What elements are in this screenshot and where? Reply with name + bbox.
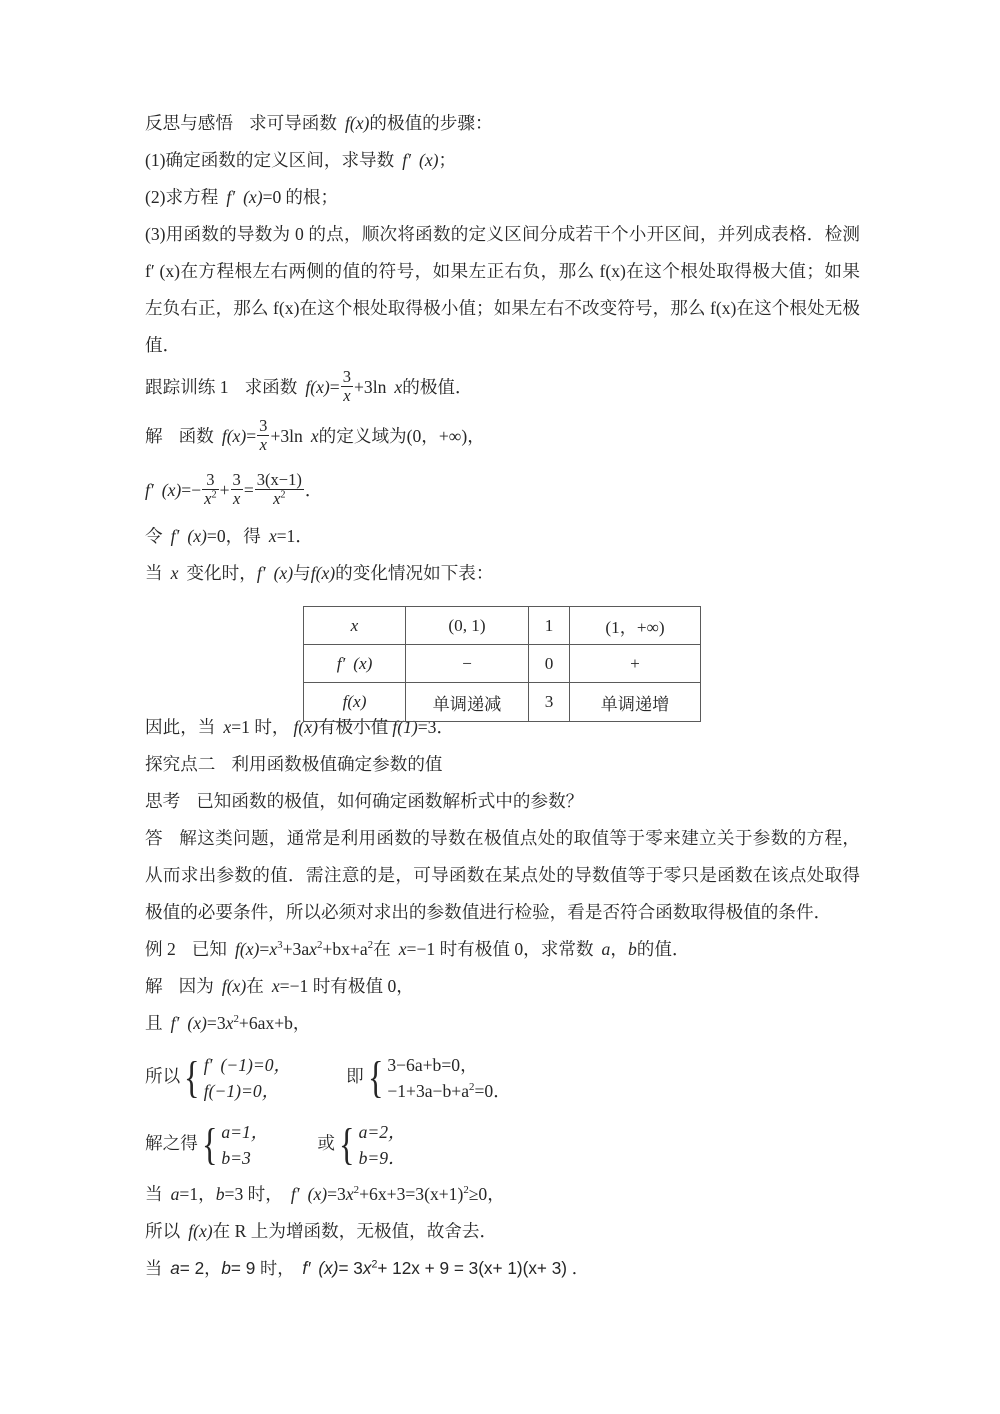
example2-answer-systems bbox=[145, 1110, 860, 1176]
reflection-step-3: (3)用函数的导数为 0 的点，顺次将函数的定义区间分成若干个小开区间，并列成表格．检测 f′ (x)在方程根左右两侧的值的符号，如果左正右负，那么 f(x)在这个根处取得极大值；如果左负右正，那么 f(x)在这个根处取得极小值；如果左右不改变符号，那么 f(x)在这个根处无极值． bbox=[145, 224, 860, 355]
ex2-b: b bbox=[627, 939, 637, 959]
row0-cell-1: 0 bbox=[529, 645, 570, 683]
step2-arg: (x) bbox=[243, 187, 263, 207]
ex2-tail: 的值． bbox=[636, 939, 690, 959]
think-label: 思考 bbox=[145, 791, 181, 811]
answer-label: 答 bbox=[145, 828, 163, 848]
reflection-intro-a: 求可导函数 bbox=[248, 113, 337, 133]
explore-answer bbox=[145, 820, 860, 931]
solution1-suffix: 的定义域为(0，+∞)， bbox=[318, 426, 485, 446]
case2-b: = 2， bbox=[179, 1258, 222, 1278]
table-row-header bbox=[304, 607, 701, 645]
concl-a: 因此，当 bbox=[145, 717, 216, 737]
ex2-sol-a: 因为 bbox=[178, 976, 214, 996]
ex2-solve-label: 解之得 bbox=[145, 1133, 198, 1153]
case2-e1: 2 bbox=[371, 1258, 378, 1271]
step2-eq: =0 bbox=[262, 187, 282, 207]
let-val: =1． bbox=[276, 526, 313, 546]
solution1-fraction bbox=[257, 417, 269, 453]
deriv-t2-den: x bbox=[233, 488, 241, 508]
sys2-row1: 3−6a+b=0， bbox=[387, 1054, 478, 1075]
ex2-and-exp: 2 bbox=[233, 1013, 239, 1026]
deriv-period: ． bbox=[304, 480, 323, 500]
ex2-exp2b: 2 bbox=[367, 939, 374, 952]
when-c: 与 bbox=[293, 563, 311, 583]
ex2-and-eq: =3 bbox=[206, 1013, 226, 1033]
tracking-fraction bbox=[341, 368, 353, 404]
case2-x1: x bbox=[362, 1258, 372, 1278]
sys1-row2 bbox=[204, 1078, 291, 1104]
ex2-and-tail: +6ax+b， bbox=[238, 1013, 311, 1033]
case1-bv: b bbox=[215, 1184, 225, 1204]
row1-label-sym: f(x) bbox=[342, 692, 367, 711]
explore-think-line bbox=[145, 783, 860, 820]
header-cell-interval-2: (1，+∞) bbox=[570, 607, 701, 645]
ex2-sol-label: 解 bbox=[145, 976, 163, 996]
reflection-label: 反思与感悟 bbox=[145, 113, 233, 133]
header-cell-x bbox=[304, 607, 406, 645]
step1-num: (1) bbox=[145, 150, 166, 170]
concl-b: =1 时， bbox=[231, 717, 290, 737]
step2-num: (2) bbox=[145, 187, 166, 207]
deriv-term3 bbox=[255, 471, 304, 507]
sys4-row2-text: b=9． bbox=[358, 1147, 406, 1168]
explore-heading-title: 利用函数极值确定参数的值 bbox=[231, 754, 443, 774]
table-row-function bbox=[304, 683, 701, 722]
ex2-sol-b: 在 bbox=[246, 976, 264, 996]
ex2-and-label: 且 bbox=[145, 1013, 163, 1033]
explore-heading-label: 探究点二 bbox=[145, 754, 216, 774]
case2-eq: = 3 bbox=[338, 1258, 363, 1278]
ex2-xvar: x bbox=[398, 939, 407, 959]
ex2-x2: x bbox=[309, 939, 317, 959]
sys1-row1 bbox=[204, 1052, 291, 1078]
system-1 bbox=[181, 1052, 291, 1105]
tracking-frac-den: x bbox=[343, 385, 351, 405]
ex2-a: a bbox=[601, 939, 611, 959]
tracking-eq: = bbox=[329, 377, 340, 397]
case1-e1: 2 bbox=[353, 1184, 360, 1197]
tracking-line bbox=[145, 364, 860, 410]
ex2-ie-label: 即 bbox=[346, 1066, 364, 1086]
when-a: 当 bbox=[145, 563, 163, 583]
deriv-term2 bbox=[231, 471, 243, 507]
ex2-exp3: 3 bbox=[277, 939, 283, 952]
solution1-frac-num: 3 bbox=[259, 416, 268, 436]
case1-c: =3 时， bbox=[224, 1184, 283, 1204]
sys3-row1-text: a=1， bbox=[221, 1121, 269, 1142]
tracking-prompt: 求函数 bbox=[244, 377, 298, 397]
system-2 bbox=[365, 1052, 511, 1105]
solution1-label: 解 bbox=[145, 426, 163, 446]
when-b: 变化时， bbox=[186, 563, 257, 583]
sys1-row2-text: f(−1)=0， bbox=[203, 1080, 280, 1101]
row-label-fprime bbox=[304, 645, 406, 683]
case1-mid: +6x+3=3(x+1) bbox=[359, 1184, 464, 1204]
brace-left-4: { bbox=[339, 1119, 355, 1170]
ex2-p1: +3a bbox=[282, 939, 310, 959]
concl-c: 有极小值 bbox=[317, 717, 389, 737]
sys4-row1 bbox=[359, 1119, 406, 1145]
ex2-eq: = bbox=[259, 939, 270, 959]
let-a: 令 bbox=[145, 526, 163, 546]
sys1-row1-rest: (−1)=0， bbox=[220, 1054, 292, 1075]
sys4-row1-text: a=2， bbox=[358, 1121, 406, 1142]
ex2-and-arg: (x) bbox=[187, 1013, 207, 1033]
ex2-sol-fx: f(x) bbox=[221, 976, 247, 996]
check-case1 bbox=[145, 1176, 860, 1213]
brace-left-3: { bbox=[201, 1119, 218, 1170]
ex2-p2: +bx+a bbox=[322, 939, 368, 959]
deriv-t3-num: 3(x−1) bbox=[256, 470, 302, 490]
case1-concl-fx: f(x) bbox=[188, 1221, 213, 1241]
ex2-given: 已知 bbox=[191, 939, 227, 959]
case2-arg: (x) bbox=[318, 1258, 339, 1278]
step1-arg: (x) bbox=[419, 150, 439, 170]
deriv-lhs-arg: (x) bbox=[161, 480, 182, 500]
case2-av: a bbox=[170, 1258, 180, 1278]
when-x: x bbox=[170, 563, 179, 583]
row-label-f bbox=[304, 683, 406, 722]
solution1-line1 bbox=[145, 410, 860, 462]
sys3-row1 bbox=[221, 1119, 268, 1145]
row1-cell-2: 单调递增 bbox=[570, 683, 701, 722]
sys1-row1-sym: f′ bbox=[203, 1054, 213, 1075]
ex2-and-sym: f′ bbox=[170, 1013, 180, 1033]
row0-cell-0: − bbox=[406, 645, 529, 683]
concl-x: x bbox=[223, 717, 232, 737]
variation-table-wrapper bbox=[303, 606, 701, 722]
deriv-t3-den-base: x bbox=[273, 488, 281, 508]
sys2-row2 bbox=[387, 1078, 510, 1104]
example2-solution-line bbox=[145, 968, 860, 1005]
when-arg: (x) bbox=[273, 563, 294, 583]
case1-eq: =3 bbox=[327, 1184, 346, 1204]
let-sym: f′ bbox=[170, 526, 180, 546]
deriv-lhs-sym: f′ bbox=[145, 480, 154, 500]
reflection-intro-b: 的极值的步骤： bbox=[369, 113, 493, 133]
explore-heading bbox=[145, 746, 860, 783]
check-case2 bbox=[145, 1250, 860, 1287]
solution1-line1-a: 函数 bbox=[178, 426, 214, 446]
sys4-row2 bbox=[359, 1145, 406, 1171]
reflection-fx: f(x) bbox=[344, 113, 370, 133]
ex2-fx: f(x) bbox=[235, 939, 260, 959]
sys2-row2-b: =0． bbox=[474, 1080, 511, 1101]
ex2-at: 在 bbox=[373, 939, 391, 959]
system-4 bbox=[336, 1119, 406, 1172]
let-x: x bbox=[268, 526, 277, 546]
deriv-eq1: =− bbox=[181, 480, 202, 500]
case1-av: a bbox=[170, 1184, 180, 1204]
system-3 bbox=[199, 1119, 269, 1172]
case1-x1: x bbox=[345, 1184, 354, 1204]
ex2-x3: x bbox=[269, 939, 278, 959]
deriv-eq2: = bbox=[243, 480, 254, 500]
tracking-label: 跟踪训练 1 bbox=[145, 377, 229, 397]
reflection-step-2 bbox=[145, 179, 860, 216]
concl-d: =3． bbox=[417, 717, 455, 737]
case1-tail: ≥0， bbox=[468, 1184, 505, 1204]
header-cell-point: 1 bbox=[529, 607, 570, 645]
let-eq: =0，得 bbox=[206, 526, 261, 546]
step2-text-b: 的根； bbox=[285, 187, 339, 207]
step1-text-b: ； bbox=[438, 150, 457, 170]
solution1-let-line bbox=[145, 518, 860, 555]
row0-cell-2: + bbox=[570, 645, 701, 683]
tracking-frac-num: 3 bbox=[342, 367, 351, 387]
case1-concl-a: 所以 bbox=[145, 1221, 181, 1241]
row0-label-sym: f′ bbox=[336, 653, 346, 673]
table-row-derivative bbox=[304, 645, 701, 683]
solution1-eq: = bbox=[246, 426, 257, 446]
deriv-t3-den-exp: 2 bbox=[280, 489, 286, 501]
example2-systems-row bbox=[145, 1042, 860, 1110]
case1-e2: 2 bbox=[463, 1184, 469, 1197]
case2-c: = 9 时， bbox=[230, 1258, 295, 1278]
tracking-var: x bbox=[394, 377, 403, 397]
case2-sym: f′ bbox=[302, 1258, 311, 1278]
deriv-t2-num: 3 bbox=[232, 470, 241, 490]
answer-text: 解这类问题，通常是利用函数的导数在极值点处的取值等于零来建立关于参数的方程，从而求出参数的值．需注意的是，可导函数在某点处的导数值等于零只是函数在该点处取得极值的必要条件，所以必须对求出的参数值进行检验，看是否符合函数取得极值的条件． bbox=[145, 828, 860, 922]
step2-text-a: 求方程 bbox=[165, 187, 219, 207]
deriv-t1-den-base: x bbox=[204, 488, 212, 508]
tracking-fx: f(x) bbox=[305, 377, 330, 397]
ex2-label: 例 2 bbox=[145, 939, 176, 959]
think-text: 已知函数的极值，如何确定函数解析式中的参数？ bbox=[196, 791, 584, 811]
sys3-row2 bbox=[221, 1145, 268, 1171]
case1-concl-b: 在 R 上为增函数，无极值，故舍去． bbox=[212, 1221, 498, 1241]
solution1-fx: f(x) bbox=[221, 426, 247, 446]
row1-cell-0: 单调递减 bbox=[406, 683, 529, 722]
brace-left-1: { bbox=[184, 1052, 200, 1103]
deriv-t1-num: 3 bbox=[206, 470, 215, 490]
deriv-t1-den-exp: 2 bbox=[211, 489, 217, 501]
variation-table bbox=[303, 606, 701, 722]
case1-b: =1， bbox=[179, 1184, 216, 1204]
case1-arg: (x) bbox=[307, 1184, 328, 1204]
case1-sym: f′ bbox=[290, 1184, 300, 1204]
header-cell-interval-1: (0, 1) bbox=[406, 607, 529, 645]
sys2-row2-exp: 2 bbox=[469, 1081, 475, 1094]
tracking-suffix: 的极值． bbox=[402, 377, 473, 397]
solution1-frac-den: x bbox=[259, 434, 267, 454]
step1-text-a: 确定函数的定义区间，求导数 bbox=[165, 150, 395, 170]
case1-a: 当 bbox=[145, 1184, 163, 1204]
deriv-term1 bbox=[202, 471, 218, 507]
ex2-cond: =−1 时有极值 0，求常数 bbox=[406, 939, 594, 959]
let-arg: (x) bbox=[187, 526, 207, 546]
reflection-intro-line bbox=[145, 105, 860, 142]
solution1-when-line bbox=[145, 555, 860, 592]
reflection-step-1 bbox=[145, 142, 860, 179]
solution1-var: x bbox=[310, 426, 319, 446]
when-sym: f′ bbox=[256, 563, 266, 583]
when-fx: f(x) bbox=[310, 563, 336, 583]
example2-statement bbox=[145, 931, 860, 968]
case2-tail: + 12x + 9 = 3(x+ 1)(x+ 3) ． bbox=[377, 1258, 589, 1278]
ex2-sol-c: =−1 时有极值 0， bbox=[279, 976, 414, 996]
row0-label-arg: (x) bbox=[353, 653, 373, 673]
brace-left-2: { bbox=[367, 1052, 384, 1103]
solution1-tail: +3ln bbox=[270, 426, 303, 446]
step1-sym: f′ bbox=[402, 150, 411, 170]
deriv-plus: + bbox=[219, 480, 230, 500]
tracking-tail: +3ln bbox=[354, 377, 387, 397]
ex2-sol-x: x bbox=[271, 976, 280, 996]
row1-cell-1: 3 bbox=[529, 683, 570, 722]
case2-a: 当 bbox=[145, 1258, 163, 1278]
ex2-and-x: x bbox=[225, 1013, 234, 1033]
ex2-or-label: 或 bbox=[317, 1133, 336, 1153]
concl-fx: f(x) bbox=[293, 717, 318, 737]
ex2-so-label: 所以 bbox=[145, 1066, 181, 1086]
concl-f1: f(1) bbox=[392, 717, 418, 737]
when-d: 的变化情况如下表： bbox=[335, 563, 494, 583]
solution1-derivative bbox=[145, 462, 860, 518]
step2-sym: f′ bbox=[226, 187, 236, 207]
check-case1-conclusion bbox=[145, 1213, 860, 1250]
example2-derivative-line bbox=[145, 1005, 860, 1042]
ex2-comma: ， bbox=[610, 939, 628, 959]
sys3-row2-text: b=3 bbox=[221, 1147, 251, 1168]
case2-bv: b bbox=[221, 1258, 231, 1278]
ex2-exp2: 2 bbox=[316, 939, 323, 952]
sys2-row2-a: −1+3a−b+a bbox=[387, 1080, 470, 1101]
header-x-text: x bbox=[350, 615, 359, 635]
